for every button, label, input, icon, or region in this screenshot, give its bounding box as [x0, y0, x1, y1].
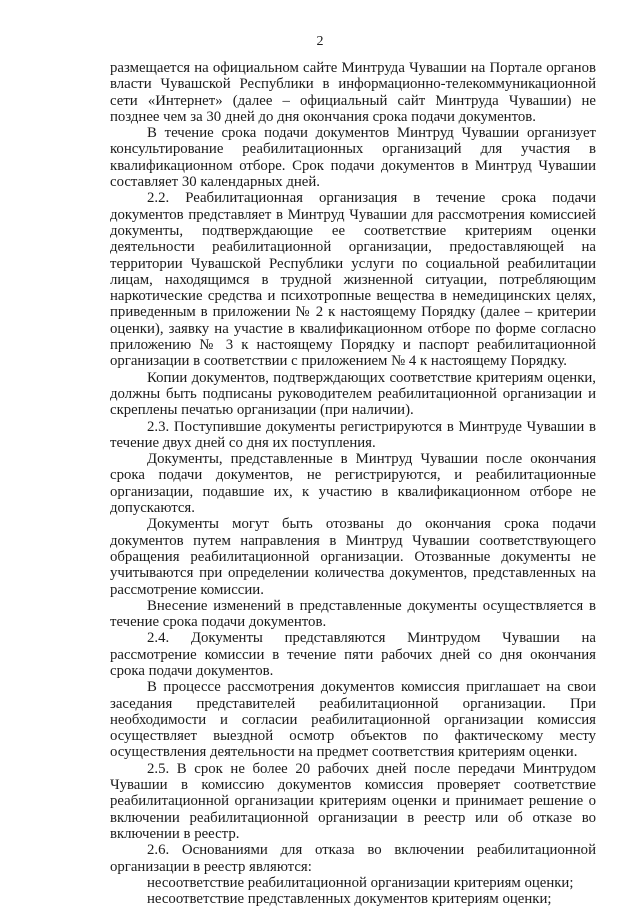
- page-number: 2: [316, 34, 324, 49]
- document-body: [110, 60, 596, 907]
- paragraph: Документы, представленные в Минтруд Чувашии после окончания срока подачи документов, не регистрируются, и реабилитационные организации, подавшие их, к участию в квалификационном отборе не допускаются.: [110, 451, 596, 517]
- paragraph-2-3: 2.3. Поступившие документы регистрируются в Минтруде Чувашии в течение двух дней со дня их поступления.: [110, 418, 596, 451]
- paragraph: Копии документов, подтверждающих соответствие критериям оценки, должны быть подписаны руководителем реабилитационной организации и скреплены печатью организации (при наличии).: [110, 369, 596, 419]
- list-item: несоответствие представленных документов критериям оценки;: [147, 891, 552, 907]
- paragraph-2-2: 2.2. Реабилитационная организация в течение срока подачи документов представляет в Минтруд Чувашии для рассмотрения комиссией документы, подтверждающие ее соответствие критериям оценки деятельности реабилитационной организации, предоставляющей на территории Чувашской Республики услуги по социальной реабилитации лицам, находящимся в трудной жизненной ситуации, потребляющим наркотические средства и психотропные вещества в немедицинских целях, приведенным в приложении № 2 к настоящему Порядку (далее – критерии оценки), заявку на участие в квалификационном отборе по форме согласно приложению № 3 к настоящему Порядку и паспорт реабилитационной организации в соответствии с приложением № 4 к настоящему Порядку.: [110, 190, 596, 370]
- paragraph-2-6: 2.6. Основаниями для отказа во включении реабилитационной организации в реестр являются:: [110, 842, 596, 875]
- list-item: несоответствие реабилитационной организации критериям оценки;: [147, 874, 574, 891]
- paragraph: В течение срока подачи документов Минтруд Чувашии организует консультирование реабилитационных организаций для участия в квалификационном отборе. Срок подачи документов в Минтруд Чувашии составляет 30 календарных дней.: [110, 125, 596, 191]
- paragraph: Внесение изменений в представленные документы осуществляется в течение срока подачи документов.: [110, 597, 596, 631]
- paragraph: Документы могут быть отозваны до окончания срока подачи документов путем направления в Минтруд Чувашии соответствующего обращения реабилитационной организации. Отозванные документы не учитываются при определении количества документов, представленных на рассмотрение комиссии.: [110, 516, 596, 598]
- paragraph-2-4: 2.4. Документы представляются Минтрудом Чувашии на рассмотрение комиссии в течение пяти рабочих дней со дня окончания срока подачи документов.: [110, 630, 596, 679]
- paragraph: В процессе рассмотрения документов комиссия приглашает на свои заседания представителей реабилитационной организации. При необходимости и согласии реабилитационной организации комиссия осуществляет выездной осмотр объектов по фактическому месту осуществления деятельности на предмет соответствия критериям оценки.: [110, 679, 596, 761]
- paragraph-continuation: размещается на официальном сайте Минтруда Чувашии на Портале органов власти Чувашской Республики в информационно-телекоммуникационной сети «Интернет» (далее – официальный сайт Минтруда Чувашии) не позднее чем за 30 дней до дня окончания срока подачи документов.: [110, 60, 596, 125]
- paragraph-2-5: 2.5. В срок не более 20 рабочих дней после передачи Минтрудом Чувашии в комиссию документов комиссия проверяет соответствие реабилитационной организации критериям оценки и принимает решение о включении реабилитационной организации в реестр или об отказе во включении в реестр.: [110, 760, 596, 842]
